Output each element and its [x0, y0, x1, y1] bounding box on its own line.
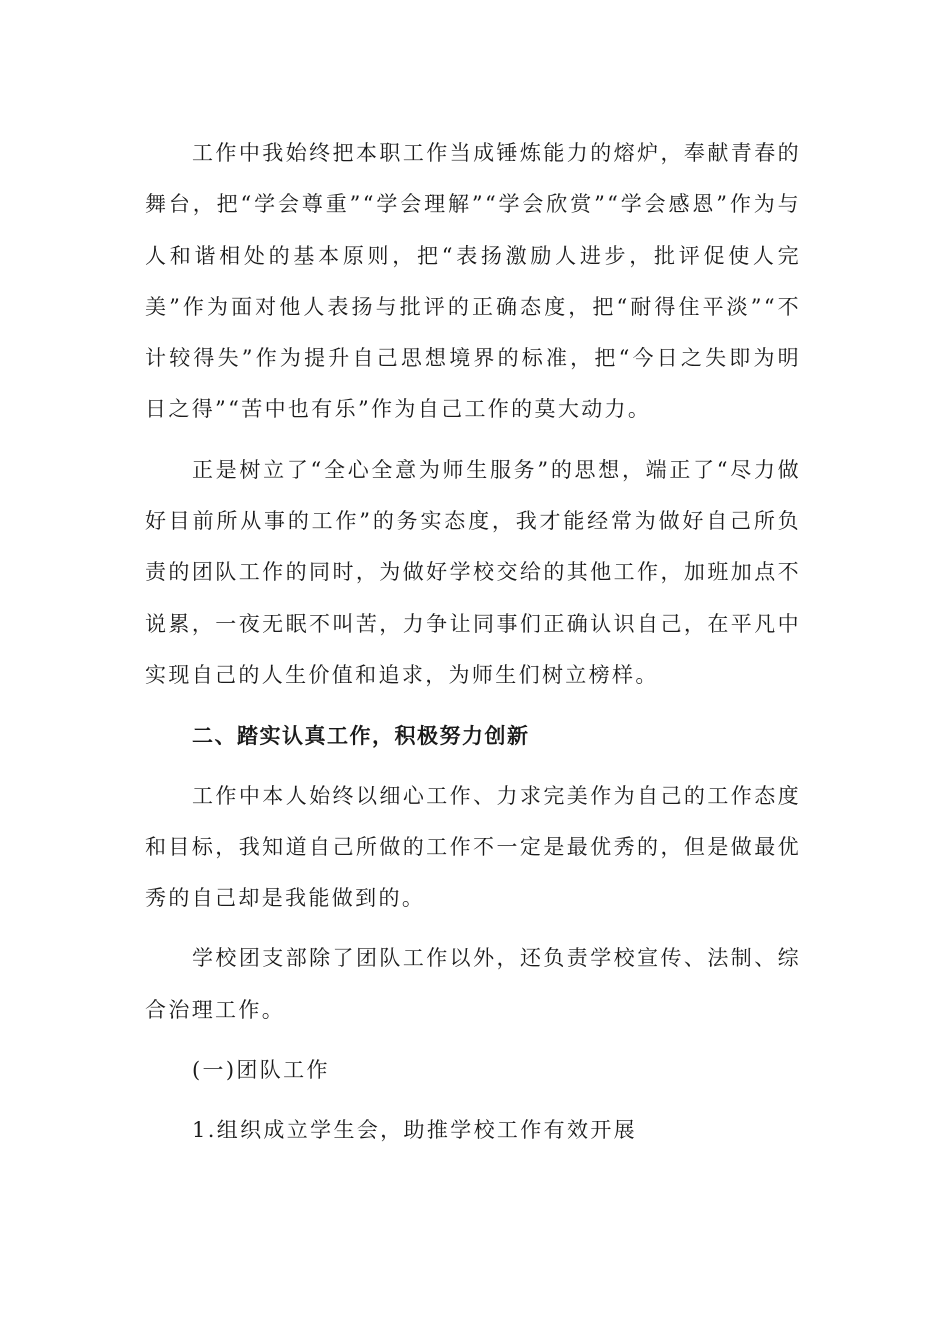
paragraph-work-goal: 工作中本人始终以细心工作、力求完美作为自己的工作态度和目标，我知道自己所做的工作不一定是最优秀的，但是做最优秀的自己却是我能做到的。 — [145, 783, 801, 911]
list-item-1: 1.组织成立学生会，助推学校工作有效开展 — [192, 1118, 638, 1143]
subheading-team-work: (一)团队工作 — [192, 1058, 330, 1083]
paragraph-work-attitude: 工作中我始终把本职工作当成锤炼能力的熔炉，奉献青春的舞台，把“学会尊重”“学会理解”“学会欣赏”“学会感恩”作为与人和谐相处的基本原则，把“表扬激励人进步，批评促使人完美”作为面对他人表扬与批评的正确态度，把“耐得住平淡”“不计较得失”作为提升自己思想境界的标准，把“今日之失即为明日之得”“苦中也有乐”作为自己工作的莫大动力。 — [145, 141, 801, 422]
paragraph-branch-duties: 学校团支部除了团队工作以外，还负责学校宣传、法制、综合治理工作。 — [145, 946, 801, 1022]
paragraph-service-mindset: 正是树立了“全心全意为师生服务”的思想，端正了“尽力做好目前所从事的工作”的务实态度，我才能经常为做好自己所负责的团队工作的同时，为做好学校交给的其他工作，加班加点不说累，一夜无眠不叫苦，力争让同事们正确认识自己，在平凡中实现自己的人生价值和追求，为师生们树立榜样。 — [145, 457, 801, 687]
section-heading-2: 二、踏实认真工作，积极努力创新 — [192, 723, 530, 749]
document-body — [145, 128, 801, 1166]
